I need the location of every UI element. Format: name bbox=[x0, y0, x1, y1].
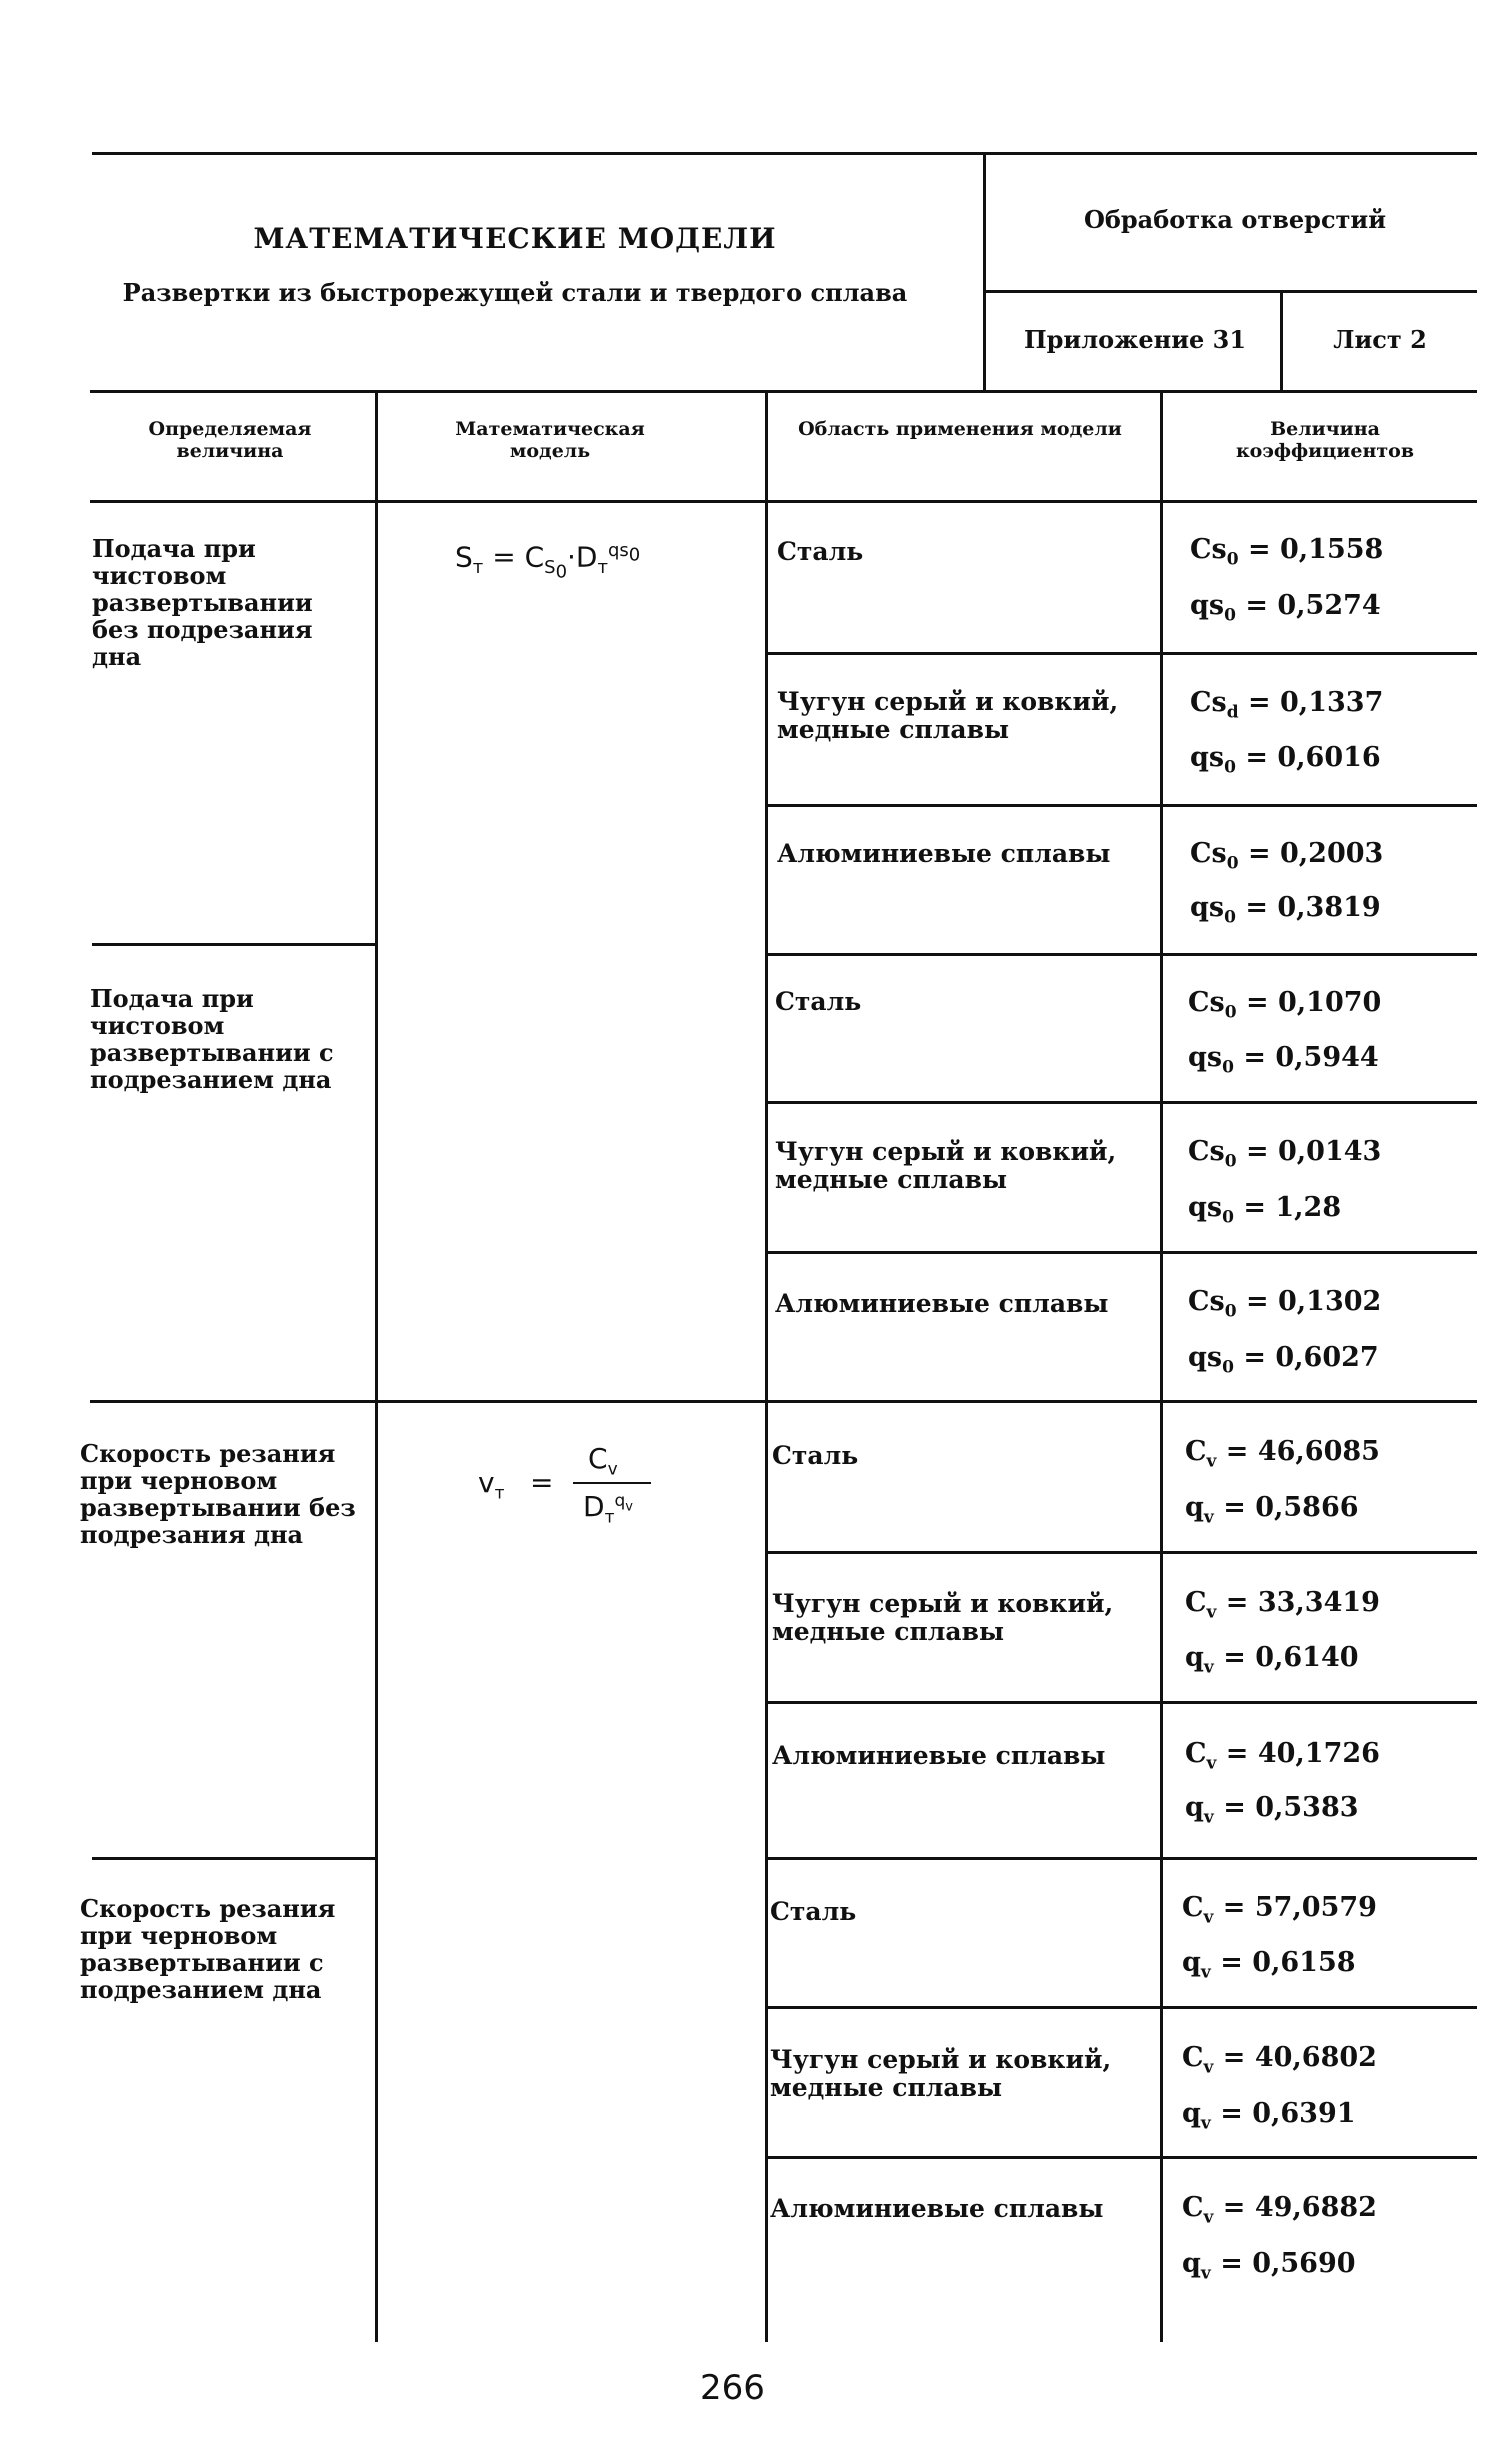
fraction-bar bbox=[573, 1482, 651, 1484]
coefficient-c: $Cs_0 = 0,1302$ bbox=[1188, 1286, 1382, 1322]
coefficient-c: $Cs_0 = 0,0143$ bbox=[1188, 1136, 1382, 1172]
area-label: Чугун серый и ковкий, медные сплавы bbox=[777, 687, 1119, 744]
page-subtitle: Развертки из быстрорежущей стали и твердого сплава bbox=[122, 278, 908, 307]
header-divider bbox=[983, 152, 986, 390]
coefficient-q: $q_v = 0,6391$ bbox=[1182, 2098, 1356, 2134]
column-header-model: Математическая модель bbox=[455, 418, 645, 462]
coefficient-c: $C_v = 46,6085$ bbox=[1185, 1436, 1380, 1472]
area-label: Сталь bbox=[777, 537, 864, 566]
page-title: МАТЕМАТИЧЕСКИЕ МОДЕЛИ bbox=[253, 222, 777, 255]
area-label: Сталь bbox=[770, 1897, 857, 1926]
speed-formula: $v_т$ = $C_v$ $D_т^{q_v}$ bbox=[478, 1448, 678, 1538]
area-label: Чугун серый и ковкий, медные сплавы bbox=[770, 2045, 1112, 2102]
group-separator bbox=[92, 943, 377, 946]
coefficient-c: $C_v = 40,6802$ bbox=[1182, 2042, 1377, 2078]
coefficient-q: $q_v = 0,6140$ bbox=[1185, 1642, 1359, 1678]
appendix-label: Приложение 31 bbox=[1023, 325, 1247, 354]
quantity-label: Подача при чистовом развертывании без подрезания дна bbox=[92, 534, 313, 671]
area-label: Сталь bbox=[775, 987, 862, 1016]
coefficient-c: $Cs_0 = 0,1070$ bbox=[1188, 987, 1382, 1023]
quantity-label: Подача при чистовом развертывании с подрезанием дна bbox=[90, 984, 334, 1094]
row-separator bbox=[767, 1701, 1477, 1704]
feed-formula: $S_т = C_{S_0}\cdot D_т^{qs_0}$ bbox=[455, 540, 641, 583]
row-separator bbox=[767, 1251, 1477, 1254]
group-separator bbox=[92, 1857, 377, 1860]
area-label: Чугун серый и ковкий, медные сплавы bbox=[775, 1137, 1117, 1194]
quantity-label: Скорость резания при черновом развертывании с подрезанием дна bbox=[80, 1894, 336, 2004]
coefficient-c: $C_v = 40,1726$ bbox=[1185, 1738, 1380, 1774]
coefficient-c: $Cs_d = 0,1337$ bbox=[1190, 687, 1384, 723]
row-separator bbox=[767, 1101, 1477, 1104]
row-separator bbox=[767, 1857, 1477, 1860]
row-separator bbox=[767, 652, 1477, 655]
coefficient-q: $qs_0 = 1,28$ bbox=[1188, 1192, 1342, 1228]
page-number: 266 bbox=[700, 2368, 765, 2408]
area-label: Сталь bbox=[772, 1441, 859, 1470]
area-label: Алюминиевые сплавы bbox=[777, 839, 1111, 868]
top-rule bbox=[92, 152, 1477, 155]
coefficient-q: $q_v = 0,5690$ bbox=[1182, 2248, 1356, 2284]
appendix-divider bbox=[1280, 290, 1283, 390]
column-header-rule bbox=[90, 500, 1477, 503]
coefficient-q: $q_v = 0,6158$ bbox=[1182, 1947, 1356, 1983]
coefficient-c: $C_v = 57,0579$ bbox=[1182, 1892, 1377, 1928]
coefficient-q: $qs_0 = 0,5944$ bbox=[1188, 1042, 1379, 1078]
area-label: Алюминиевые сплавы bbox=[775, 1289, 1109, 1318]
column-line-1 bbox=[375, 392, 378, 2342]
coefficient-q: $qs_0 = 0,3819$ bbox=[1190, 892, 1381, 928]
coefficient-q: $qs_0 = 0,6027$ bbox=[1188, 1342, 1379, 1378]
coefficient-c: $Cs_0 = 0,1558$ bbox=[1190, 534, 1384, 570]
quantity-label: Скорость резания при черновом развертывании без подрезания дна bbox=[80, 1439, 356, 1549]
area-label: Алюминиевые сплавы bbox=[770, 2194, 1104, 2223]
column-header-area: Область применения модели bbox=[798, 418, 1122, 440]
column-header-coefficients: Величина коэффициентов bbox=[1235, 418, 1415, 462]
header-bottom-rule bbox=[90, 390, 1477, 393]
row-separator bbox=[767, 2156, 1477, 2159]
coefficient-c: $C_v = 33,3419$ bbox=[1185, 1587, 1380, 1623]
coefficient-q: $qs_0 = 0,6016$ bbox=[1190, 742, 1381, 778]
area-label: Чугун серый и ковкий, медные сплавы bbox=[772, 1589, 1114, 1646]
section-title: Обработка отверстий bbox=[1083, 205, 1387, 234]
coefficient-q: $qs_0 = 0,5274$ bbox=[1190, 590, 1381, 626]
coefficient-q: $q_v = 0,5383$ bbox=[1185, 1792, 1359, 1828]
header-inner-rule bbox=[986, 290, 1477, 293]
column-line-2 bbox=[765, 392, 768, 2342]
coefficient-q: $q_v = 0,5866$ bbox=[1185, 1492, 1359, 1528]
row-separator bbox=[767, 2006, 1477, 2009]
coefficient-c: $C_v = 49,6882$ bbox=[1182, 2192, 1377, 2228]
sheet-label: Лист 2 bbox=[1333, 325, 1427, 354]
area-label: Алюминиевые сплавы bbox=[772, 1741, 1106, 1770]
column-line-3 bbox=[1160, 392, 1163, 2342]
row-separator bbox=[767, 804, 1477, 807]
coefficient-c: $Cs_0 = 0,2003$ bbox=[1190, 838, 1384, 874]
column-header-quantity: Определяемая величина bbox=[148, 418, 312, 462]
row-separator bbox=[767, 953, 1477, 956]
group-separator bbox=[90, 1400, 1477, 1403]
row-separator bbox=[767, 1551, 1477, 1554]
